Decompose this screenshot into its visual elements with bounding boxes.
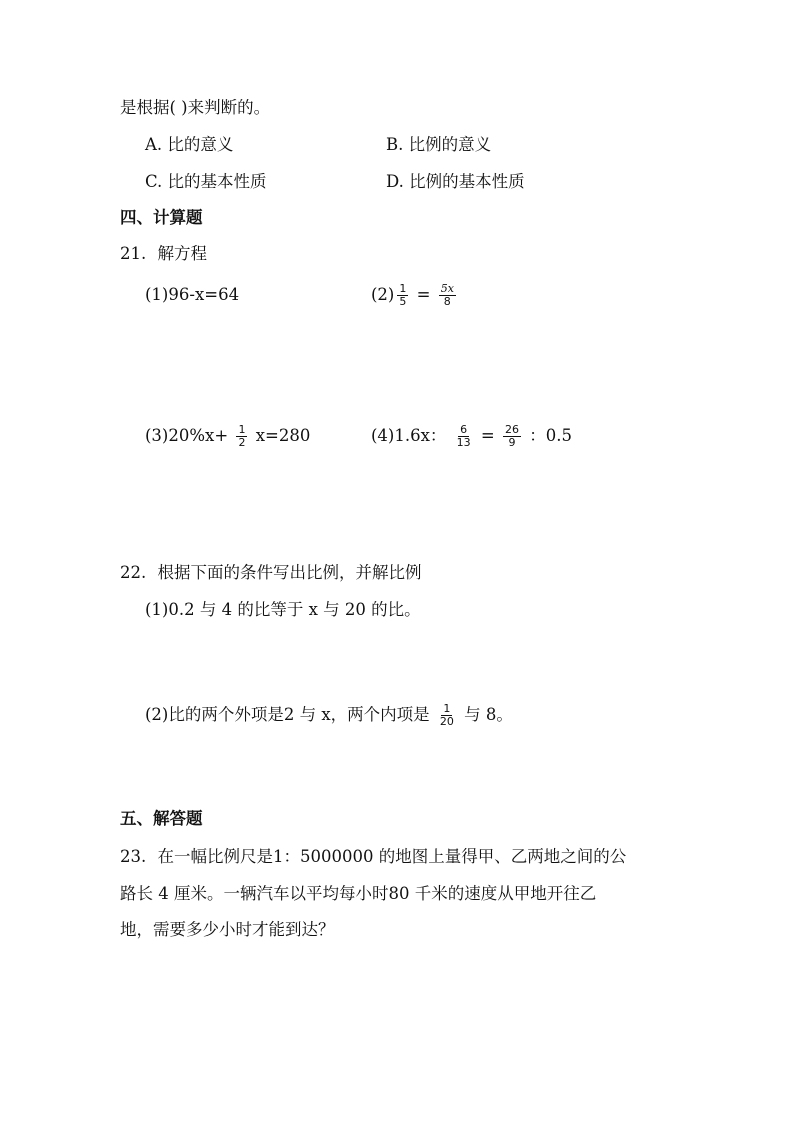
- equation-suffix: x=280: [255, 426, 311, 445]
- fraction-1-5: [397, 283, 408, 308]
- question-number: 23.: [120, 847, 147, 866]
- equation-prefix: (3)20%x+: [145, 426, 229, 445]
- fraction-denominator: 5: [399, 295, 407, 308]
- option-text: 比的基本性质: [167, 172, 267, 191]
- fraction-numerator-text: 5x: [440, 282, 454, 295]
- q21-header: [120, 244, 207, 264]
- equation-prefix: (2): [371, 285, 395, 304]
- fraction-numerator: 1: [238, 423, 246, 436]
- equation-suffix: ：0.5: [529, 426, 572, 445]
- equals-sign: =: [480, 426, 495, 445]
- q22-header: [120, 563, 422, 583]
- equation-2: [371, 280, 459, 310]
- q23-line-2: 路长 4 厘米。一辆汽车以平均每小时80 千米的速度从甲地开往乙: [120, 884, 597, 903]
- question-title: 解方程: [157, 244, 207, 263]
- option-b: [386, 135, 491, 155]
- equation-4: [371, 421, 572, 451]
- part-text-suffix: 与 8。: [464, 705, 513, 724]
- fraction-numerator: 26: [505, 423, 519, 436]
- equation-1: (1)96-x=64: [145, 285, 240, 304]
- question-title: 根据下面的条件写出比例，并解比例: [157, 563, 422, 582]
- option-letter: A.: [145, 135, 163, 154]
- fraction-1-2: [236, 424, 247, 449]
- option-letter: D.: [386, 172, 404, 191]
- question-number: 22.: [120, 563, 147, 582]
- option-text: 比例的基本性质: [409, 172, 525, 191]
- fraction-denominator: 9: [508, 436, 516, 449]
- option-d: [386, 172, 525, 192]
- equation-prefix: (4)1.6x：: [371, 426, 447, 445]
- fraction-numerator: 6: [460, 423, 468, 436]
- option-text: 比例的意义: [408, 135, 492, 154]
- option-c: [145, 172, 267, 192]
- part-text: (2)比的两个外项是2 与 x，两个内项是: [145, 705, 430, 724]
- equation-3: [145, 421, 310, 451]
- q20-tail-text: 是根据( )来判断的。: [120, 98, 271, 117]
- question-number: 21.: [120, 244, 147, 263]
- question-text: 在一幅比例尺是1：5000000 的地图上量得甲、乙两地之间的公: [157, 847, 627, 866]
- fraction-numerator: 1: [399, 282, 407, 295]
- fraction-1-20: [438, 703, 456, 728]
- fraction-5x-8: [439, 283, 456, 308]
- option-text: 比的意义: [167, 135, 234, 154]
- equals-sign: =: [416, 285, 431, 304]
- option-letter: B.: [386, 135, 404, 154]
- fraction-denominator: 2: [238, 436, 246, 449]
- fraction-numerator: 1: [443, 702, 451, 715]
- option-a: [145, 135, 233, 155]
- section-5-title: 五、解答题: [120, 809, 203, 828]
- option-letter: C.: [145, 172, 163, 191]
- q22-part-2: [145, 700, 513, 730]
- fraction-26-9: [503, 424, 521, 449]
- fraction-denominator: 8: [443, 295, 451, 308]
- q23-line-1: [120, 847, 626, 867]
- section-4-title: 四、计算题: [120, 208, 203, 227]
- fraction-6-13: [455, 424, 473, 449]
- q23-line-3: 地，需要多少小时才能到达？: [120, 920, 335, 939]
- fraction-denominator: 20: [439, 715, 454, 728]
- q22-part-1: (1)0.2 与 4 的比等于 x 与 20 的比。: [145, 600, 421, 619]
- fraction-denominator: 13: [456, 436, 471, 449]
